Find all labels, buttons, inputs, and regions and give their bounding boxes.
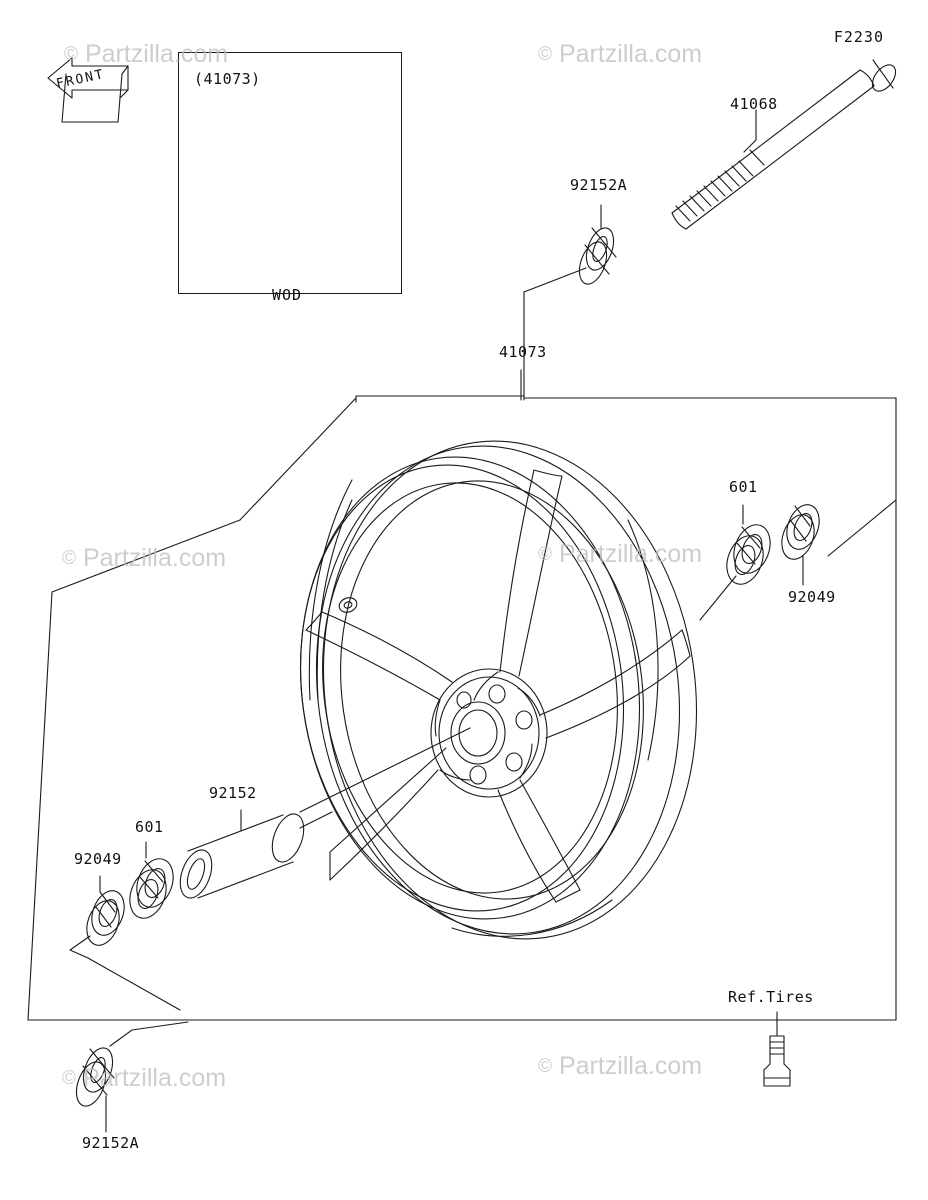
watermark-text: Partzilla.com [558, 540, 703, 568]
seal-left-art [81, 886, 130, 949]
copyright-glyph: © [62, 548, 76, 569]
callout-92152a-bottom: 92152A [82, 1134, 140, 1152]
callout-92152a-top: 92152A [570, 176, 628, 194]
callout-92049-left: 92049 [74, 850, 122, 868]
main-wheel-art [271, 417, 728, 964]
leader-lines [28, 110, 896, 1132]
copyright-glyph: © [538, 44, 552, 65]
sheet-code: F2230 [833, 28, 884, 46]
callout-601-right: 601 [729, 478, 758, 496]
collar-left-art [174, 810, 309, 903]
collar-bottom-art [71, 1044, 118, 1110]
watermark-text: Partzilla.com [82, 1064, 227, 1092]
watermark-text: Partzilla.com [84, 40, 229, 68]
axle-art [672, 60, 900, 229]
collar-top-art [574, 224, 619, 288]
bearing-left-art [123, 854, 179, 924]
copyright-glyph: © [538, 1056, 552, 1077]
callout-41068: 41068 [730, 95, 778, 113]
watermark-text: Partzilla.com [558, 1052, 703, 1080]
callout-41073: 41073 [499, 343, 547, 361]
callout-ref-tires: Ref.Tires [728, 988, 814, 1006]
callout-92152-left: 92152 [209, 784, 257, 802]
watermark-text: Partzilla.com [558, 40, 703, 68]
front-arrow-label: FRONT [54, 67, 107, 92]
watermark-text: Partzilla.com [82, 544, 227, 572]
inset-wheel-box [178, 52, 402, 294]
seal-right-art [776, 500, 825, 563]
valve-stem-art [764, 1020, 790, 1086]
callout-92049-right: 92049 [788, 588, 836, 606]
copyright-glyph: © [64, 44, 78, 65]
inset-footer-label: WOD [272, 286, 303, 304]
callout-601-left: 601 [135, 818, 164, 836]
inset-title: (41073) [194, 70, 261, 88]
copyright-glyph: © [538, 544, 552, 565]
bearing-right-art [720, 520, 776, 590]
copyright-glyph: © [62, 1068, 76, 1089]
